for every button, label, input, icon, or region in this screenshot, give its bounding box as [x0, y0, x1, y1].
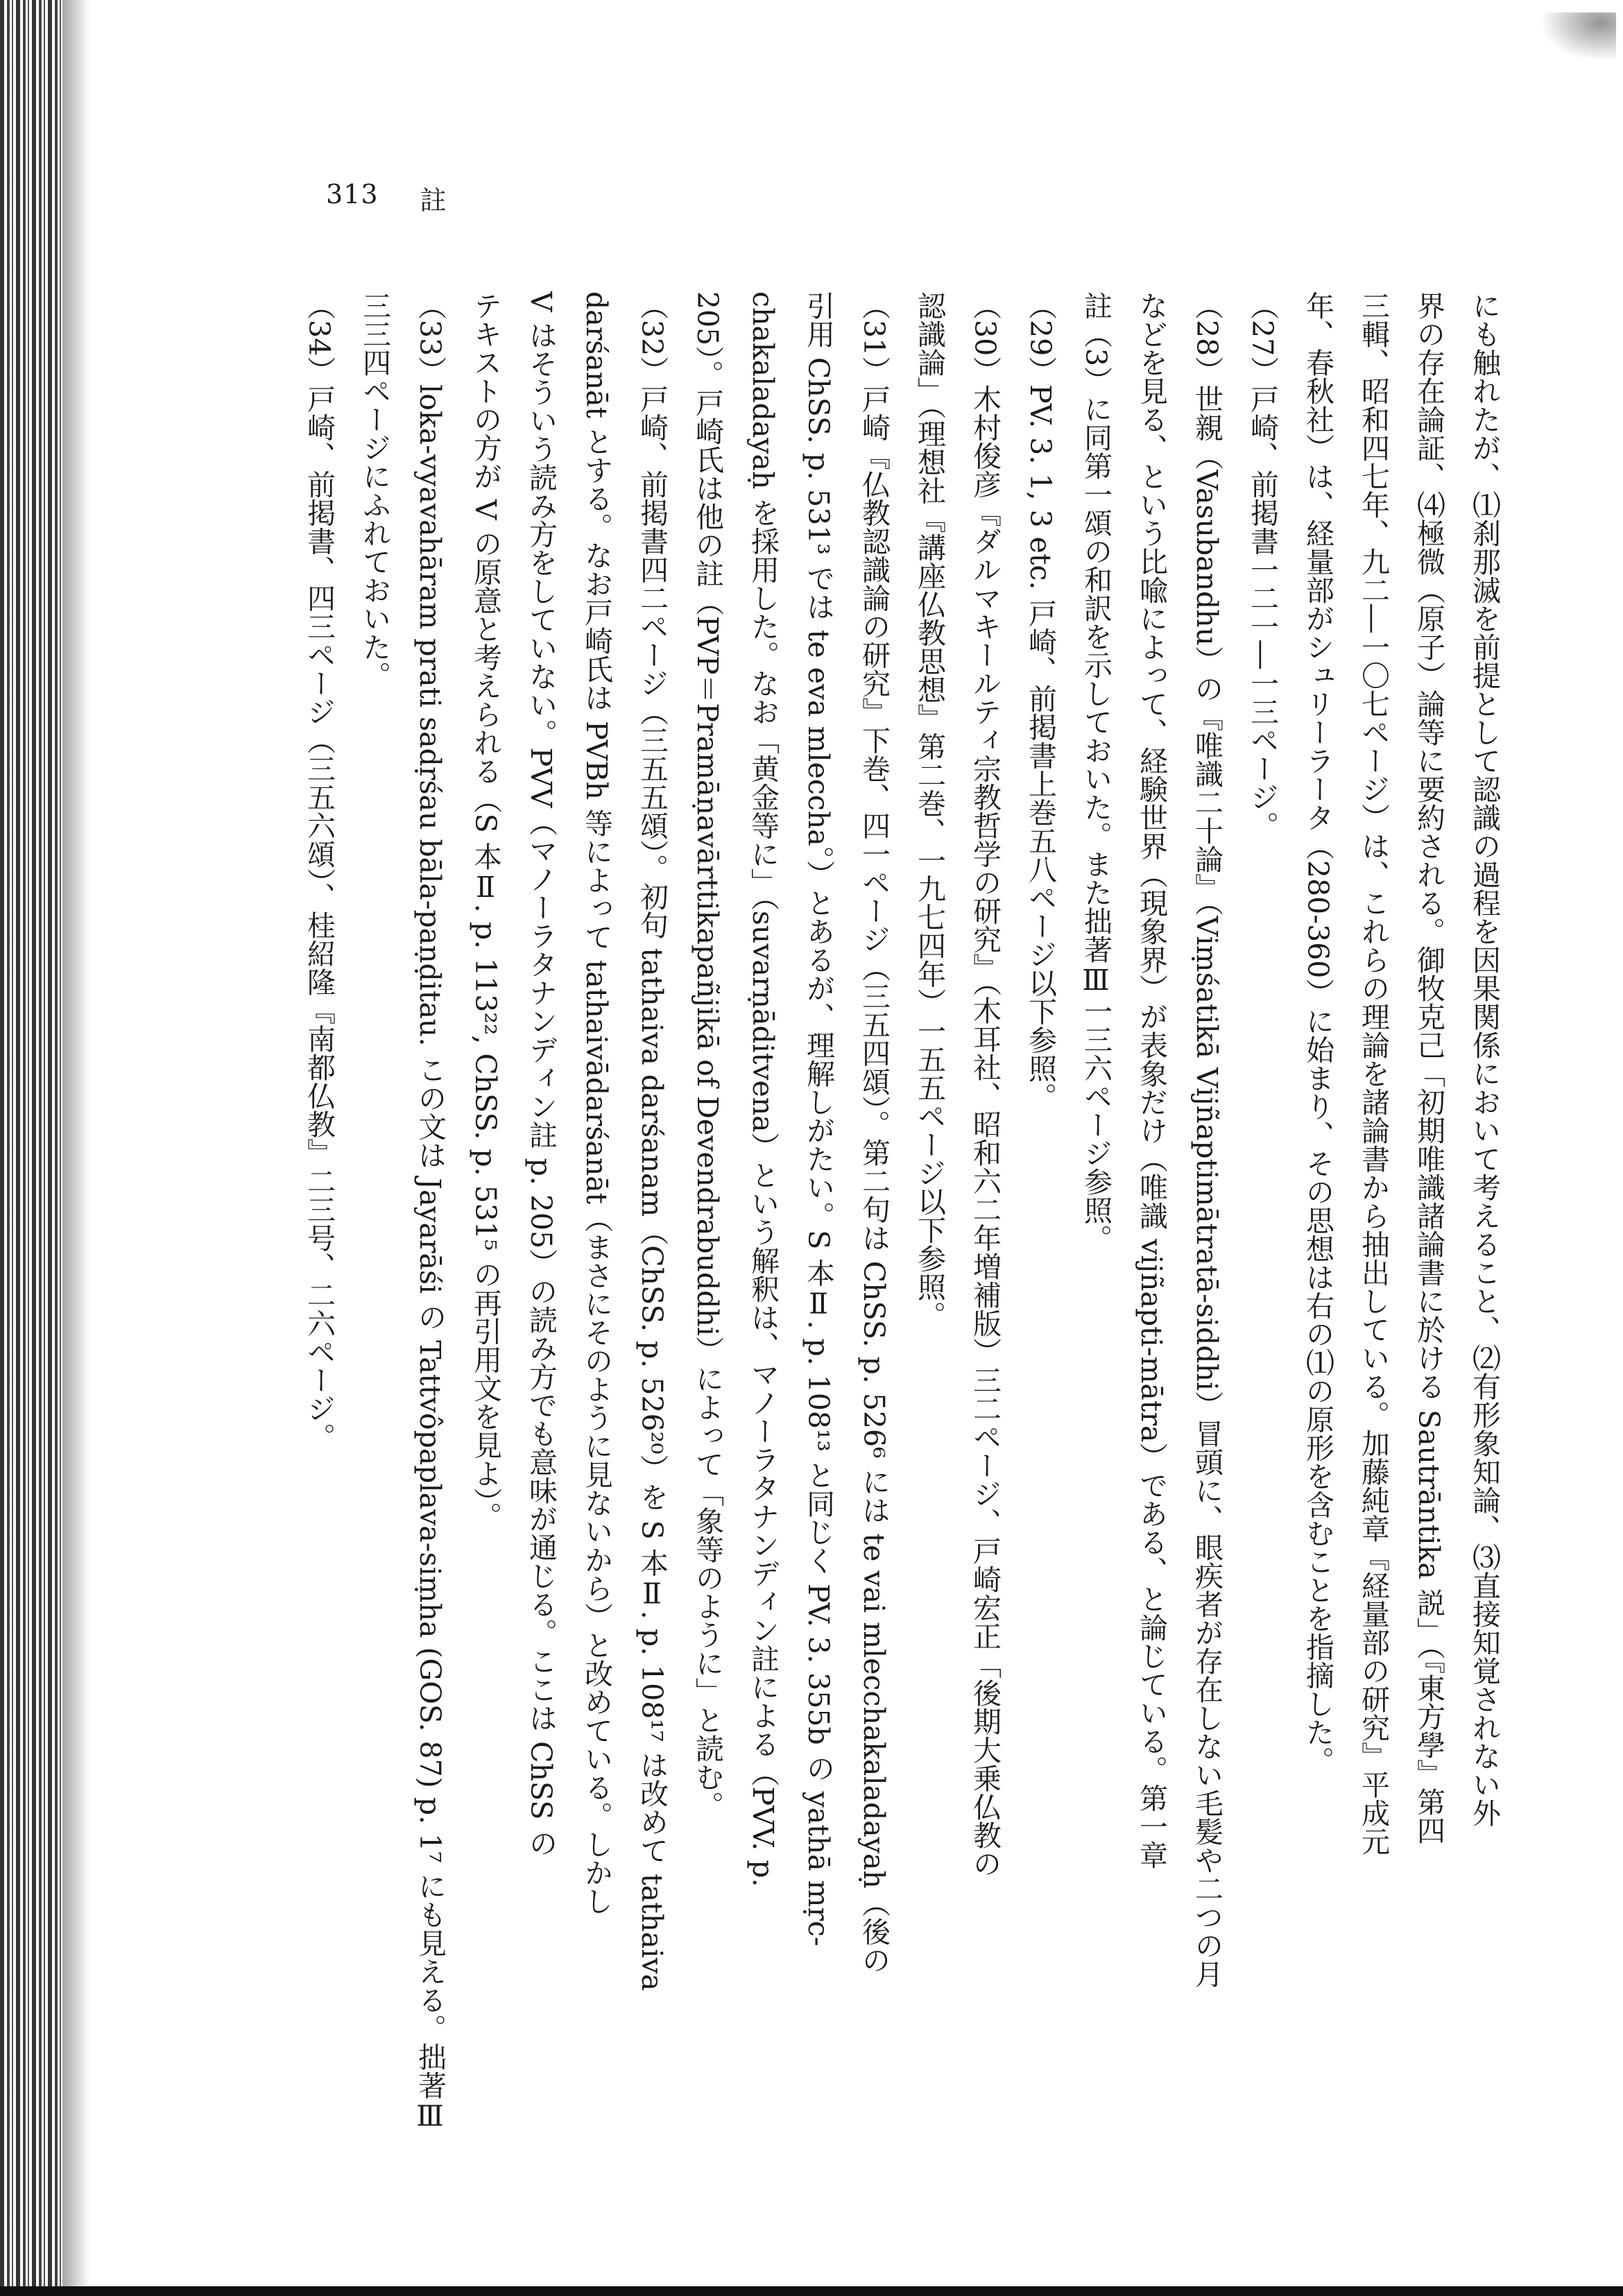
binding-gradient: [62, 0, 90, 2296]
note-number: （33）: [413, 291, 447, 385]
note-line: テキストの方が V の原意と考えられる（S 本Ⅱ. p. 113²², ChSS. p. 531⁵ の再引用文を見よ）。: [469, 291, 502, 1530]
note-number: （31）: [857, 291, 891, 385]
note-line: 認識論」（理想社『講座仏教思想』第二巻、一九七四年）一五五ページ以下参照。: [913, 291, 946, 1330]
note-number: （30）: [968, 291, 1002, 385]
note-number: （27）: [1246, 291, 1279, 385]
note-line: 世親（Vasubandhu）の『唯識二十論』（Viṃśatikā Vijñaptimātratā-siddhi）冒頭に、眼疾者が存在しない毛髪や二つの月: [1190, 384, 1223, 1989]
note-line: 三三四ページにふれておいた。: [358, 291, 391, 689]
note-29: [1013, 291, 1068, 2025]
note-line: darśanāt とする。なお戸崎氏は PVBh 等によって tathaivādarśanāt（まさにそのように見ないから）と改めている。しかし: [580, 291, 613, 1916]
note-line: 戸崎、前掲書、四三ページ（三五六頌）、桂紹隆『南都仏教』二三号、二六ページ。: [302, 384, 336, 1451]
note-line: 戸崎、前掲書四二ページ（三五五頌）。初句 tathaiva darśanam（ChSS. p. 526²⁰）を S 本Ⅱ. p. 108¹⁷ は改めて tathaiva: [635, 384, 669, 1991]
note-number: （29）: [1024, 291, 1057, 385]
note-line: 註（3）に同第一頌の和訳を示しておいた。また拙著Ⅲ一三六ページ参照。: [1079, 291, 1113, 1253]
note-line: などを見る、という比喩によって、経験世界（現象界）が表象だけ（唯識 vijñapti-mātra）である、と論じている。第一章: [1135, 291, 1168, 1869]
scan-bottom-edge: [0, 2286, 1623, 2296]
note-number: （34）: [302, 291, 336, 385]
note-34: [291, 291, 347, 2025]
note-line: 引用 ChSS. p. 531³ では te eva mleccha。）とあるが、理解しがたい。S 本Ⅱ. p. 108¹³ と同じく PV. 3. 355b の yathā mṛc-: [802, 291, 835, 1946]
note-27: [1235, 291, 1290, 2025]
continuation-line: 界の存在論証、⑷極微（原子）論等に要約される。御牧克己「初期唯識諸論書に於ける Sautrāntika 説」（『東方學』第四: [1412, 291, 1445, 1844]
note-32: [458, 291, 680, 2025]
note-line: loka-vyavahāram prati sadṛśau bāla-paṇḍitau. この文は Jayarāśi の Tattvôpaplava-siṃha (GOS. 87) p. 1⁷ にも見える。拙著Ⅲ: [413, 384, 447, 2133]
page-header: [326, 179, 447, 217]
continuation-line: にも触れたが、⑴刹那滅を前提として認識の過程を因果関係において考えること、⑵有形象知論、⑶直接知覚されない外: [1468, 291, 1501, 1827]
notes-text-block: [302, 291, 1512, 2133]
note-number: （32）: [635, 291, 669, 385]
note-line: 205）。戸崎氏は他の註（PVP＝Pramāṇavārttikapañjikā of Devendrabuddhi）によって「象等のように」と読む。: [691, 291, 724, 1819]
page-number: 313: [326, 179, 379, 209]
note-number: （28）: [1190, 291, 1223, 385]
note-line: 戸崎『仏教認識論の研究』下巻、四一ページ（三五四頌）。第二句は ChSS. p. 526⁶ には te vai mlecchakaladayaḥ（後の: [857, 384, 891, 1974]
book-binding-shadow: [0, 0, 62, 2296]
continuation-line: 年、春秋社）は、経量部がシュリーラータ（280-360）に始まり、その思想は右の⑴の原形を含むことを指摘した。: [1301, 291, 1334, 1775]
note-line: 木村俊彦『ダルマキールティ宗教哲学の研究』（木耳社、昭和六二年増補版）三二ページ、戸崎宏正「後期大乗仏教の: [968, 384, 1002, 1878]
note-line: chakaladayaḥ を採用した。なお「黄金等に」（suvarṇāditvena）という解釈は、マノーラタナンディン註による（PVV. p.: [746, 291, 780, 1887]
note-33: [347, 291, 458, 2133]
note-30: [902, 291, 1013, 2025]
note-line: PV. 3. 1, 3 etc. 戸崎、前掲書上巻五八ページ以下参照。: [1024, 384, 1057, 1111]
section-title: 註: [420, 185, 447, 216]
scan-corner-smudge: [1540, 12, 1616, 61]
note-line: 戸崎、前掲書一二一―一三ページ。: [1246, 384, 1279, 840]
note-31: [680, 291, 902, 2025]
note-line: V はそういう読み方をしていない。PVV（マノーラタナンディン註 p. 205）の読み方でも意味が通じる。ここは ChSS の: [524, 291, 558, 1858]
note-28: [1068, 291, 1235, 2025]
continuation-line: 三輯、昭和四七年、九二―一〇七ページ）は、これらの理論を諸論書から抽出している。加藤純章『経量部の研究』平成元: [1357, 291, 1390, 1856]
